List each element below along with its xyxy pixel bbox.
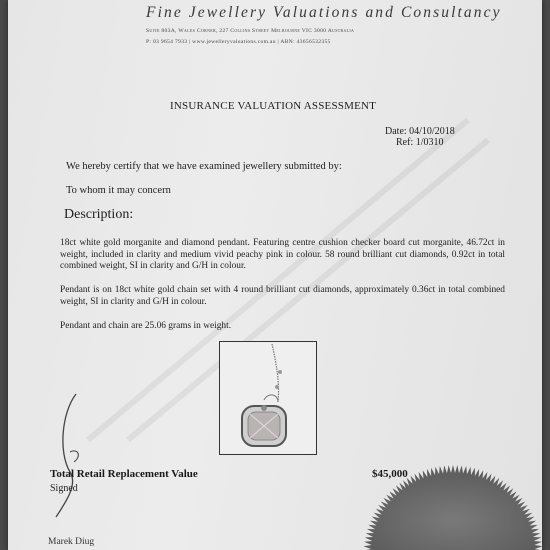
firm-address: Suite 803A, Wales Corner, 227 Collins Street Melbourne VIC 3000 Australia	[146, 28, 355, 34]
embossed-seal	[363, 460, 542, 550]
firm-name: Fine Jewellery Valuations and Consultancy	[146, 4, 502, 21]
firm-contact: P: 03 9654 7933 | www.jewelleryvaluations.com.au | ABN: 43656532355	[146, 39, 331, 45]
pendant-photo-icon	[220, 342, 316, 454]
description-heading: Description:	[64, 207, 134, 222]
total-value-amount: $45,000	[372, 468, 408, 480]
total-value-label: Total Retail Replacement Value	[50, 468, 198, 480]
signed-label: Signed	[50, 483, 78, 494]
pendant-photo	[219, 341, 317, 455]
description-paragraph: 18ct white gold morganite and diamond pendant. Featuring centre cushion checker board cut morganite, 46.72ct in weight, included in clarity and medium vivid peachy pink in colour. 58 round brilliant cut diamonds, 0.92ct in total combined weight, SI in clarity and G/H in colour.	[60, 238, 505, 272]
handwritten-signature	[48, 392, 108, 522]
signer-name: Marek Diug	[48, 537, 95, 547]
document-title: INSURANCE VALUATION ASSESSMENT	[170, 100, 377, 112]
valuation-document	[8, 0, 542, 550]
addressee: To whom it may concern	[66, 185, 171, 196]
document-reference: Ref: 1/0310	[396, 137, 444, 148]
weight-paragraph: Pendant and chain are 25.06 grams in weight.	[60, 321, 232, 331]
certify-statement: We hereby certify that we have examined jewellery submitted by:	[66, 161, 342, 172]
chain-paragraph: Pendant is on 18ct white gold chain set with 4 round brilliant cut diamonds, approximately 0.36ct in total combined weight, SI in clarity and G/H in colour.	[60, 285, 505, 307]
document-date: Date: 04/10/2018	[385, 126, 455, 137]
